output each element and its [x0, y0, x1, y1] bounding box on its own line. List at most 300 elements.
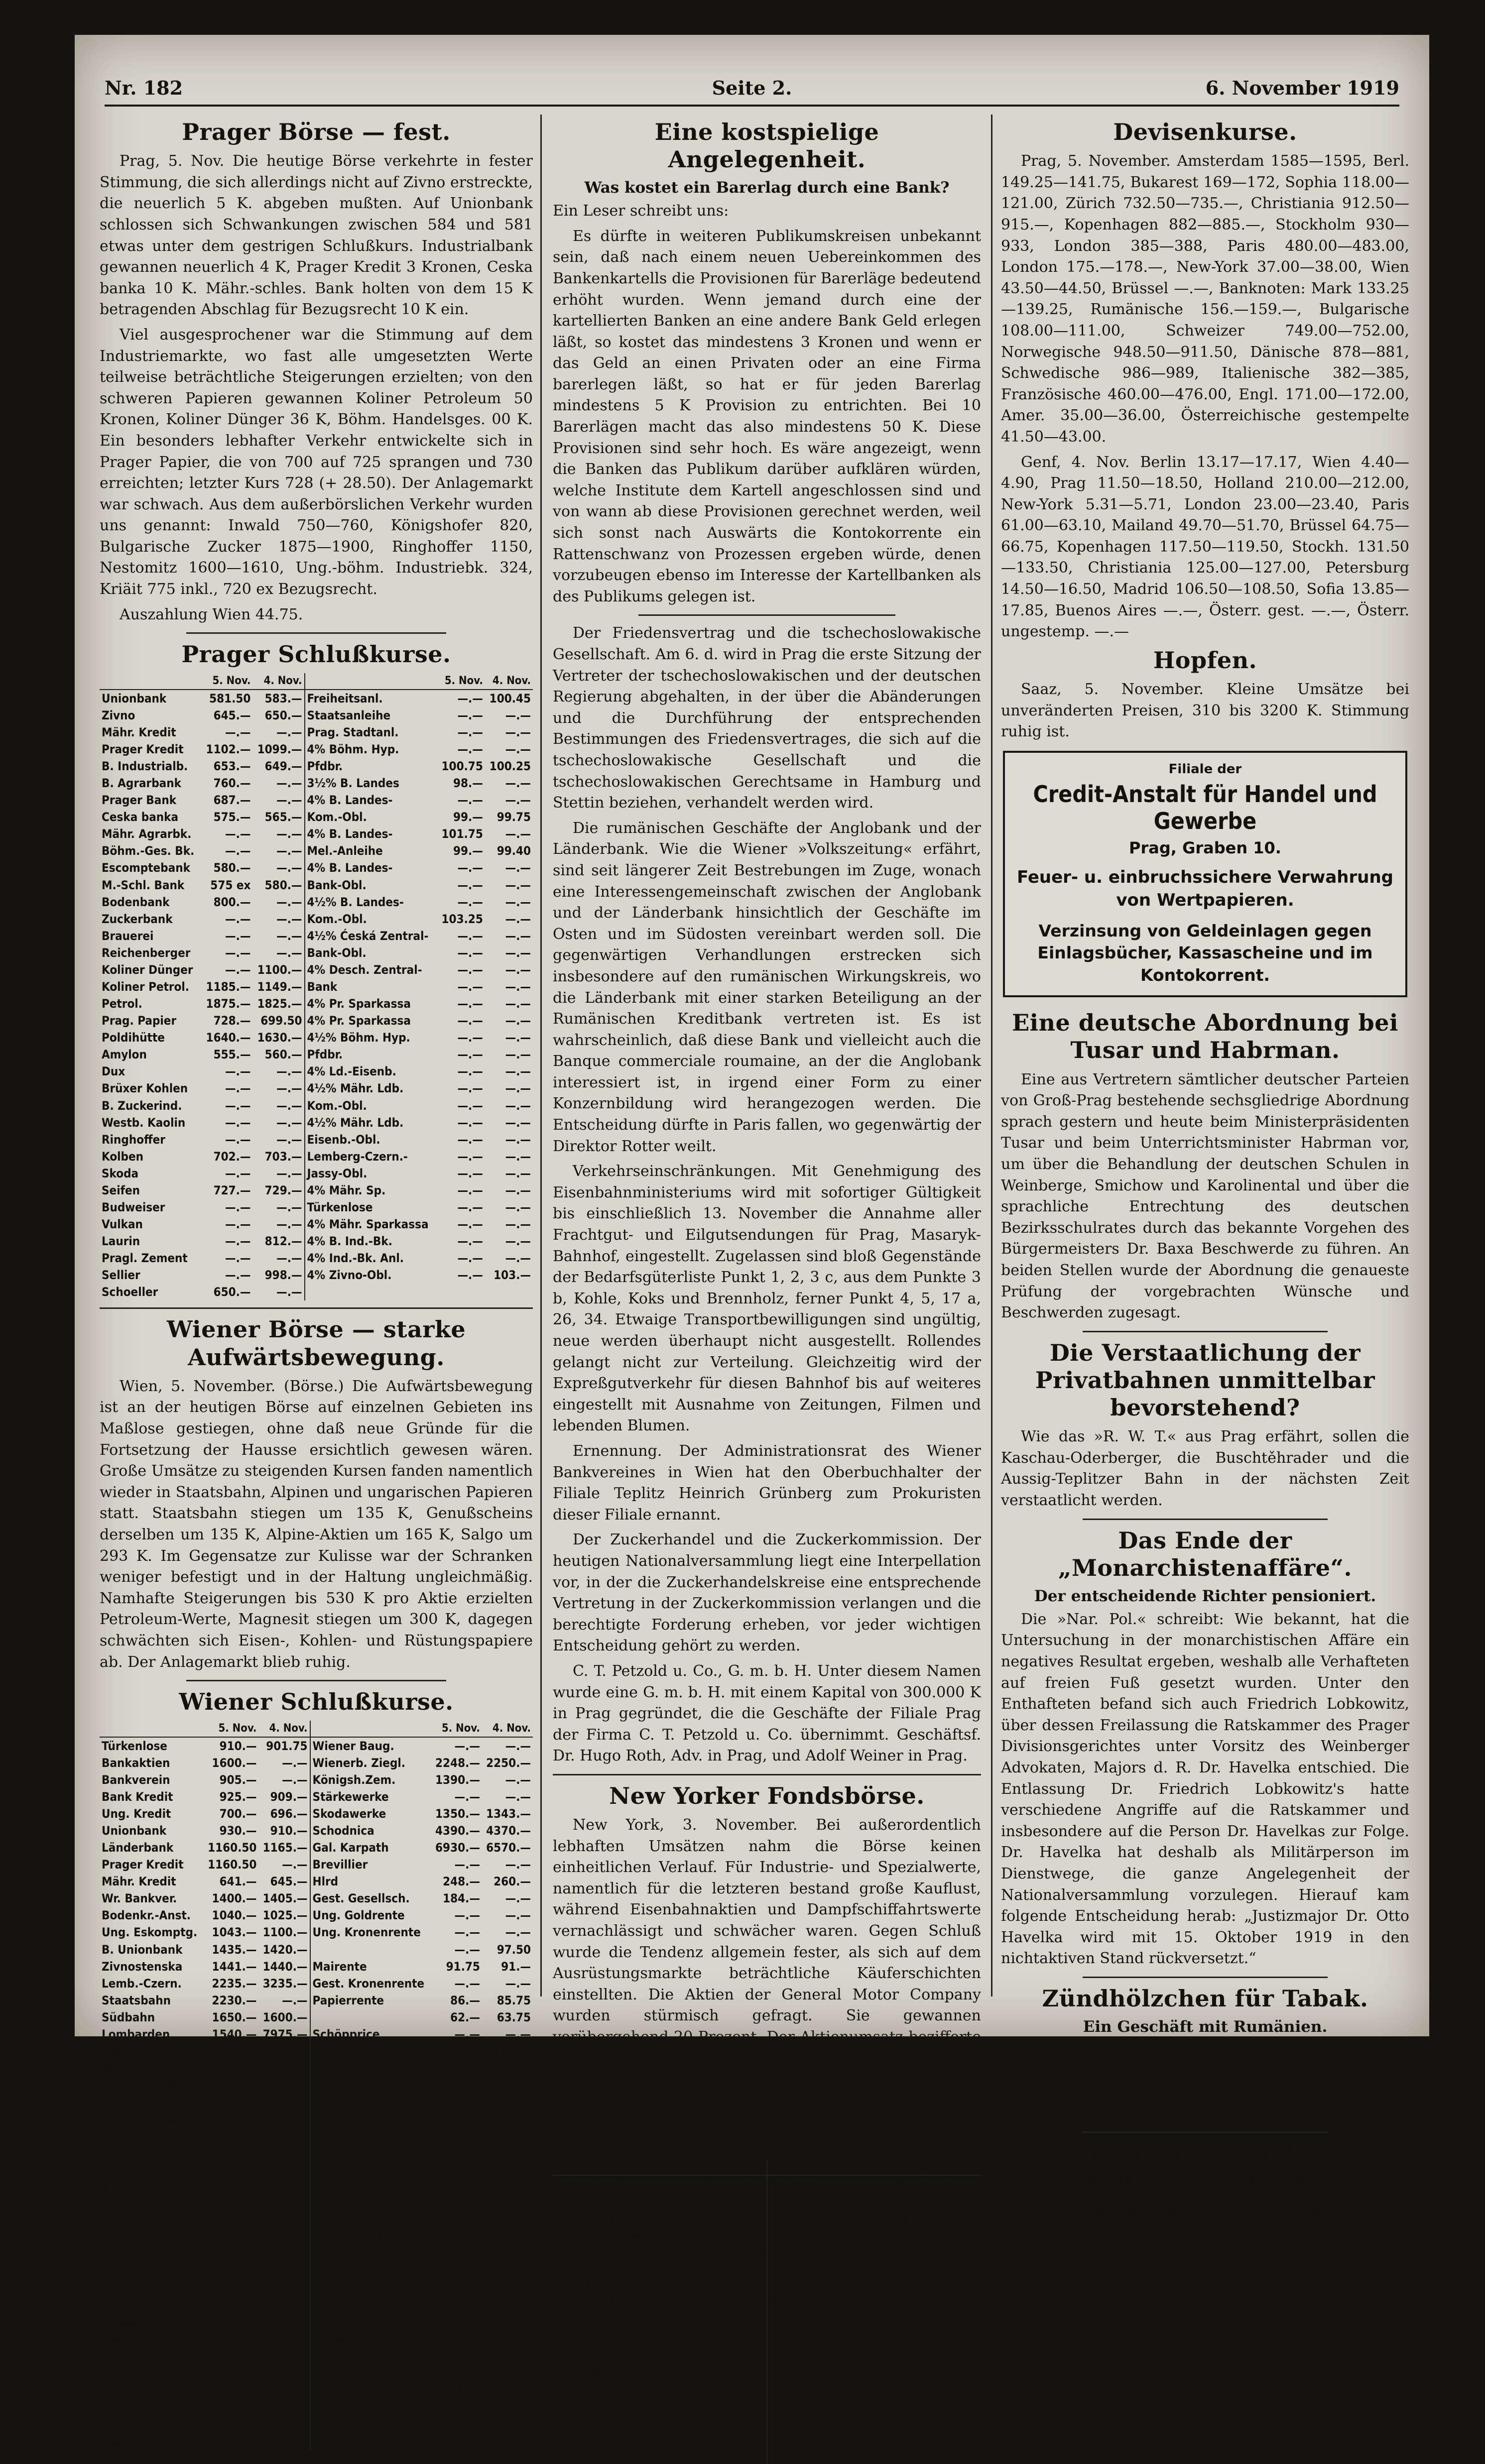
table-cell: Berlin (Sicht): [555, 2177, 635, 2191]
table-cell: Studebaker: [767, 2362, 881, 2379]
table-cell: 4.17: [693, 2245, 720, 2259]
table-cell: —.—: [505, 725, 531, 739]
table-cell: 29.25: [895, 2262, 929, 2276]
table-cell: Skoda: [102, 1166, 139, 1180]
article-body: New York, 3. November. Bei außerordentlich lebhaften Umsätzen nahm die Börse keinen einheitlichen Verlauf. Für Industrie- und Spezialwerte, namentlich für die letzteren bestand große Kauflust, während Eisenbahnaktien und Dampfschiffahrtswerte vernachlässigt und schwächer waren. Gegen Schluß wurde die Tendenz allgemein fester, als sich auf dem Ausrüstungsmarkte beträchtliche Käuferschichten einstellten. Die Aktien der General Motor Company wurden stürmisch gefragt. Sie gewannen vorübergehend 20 Prozent. Der Aktienumsatz bezifferte sich auf 1,770.000 Stück. Der September-Ausweis der Missouri-Kansas- und Texasbahn verzeichnet ein Plus der Bruttoeinnahmen von 730.000 Dollars, dagegen ein Minus der Reineinnahmen von 208.000 Dollars.: [553, 1816, 981, 2131]
table-row: [100, 1233, 533, 1250]
table-cell: —.—: [282, 2333, 308, 2347]
table-cell: —.—: [739, 2415, 765, 2429]
table-cell: —.—: [225, 929, 251, 943]
table-cell: 1165.—: [262, 1841, 308, 1855]
table-cell: 800.—: [213, 895, 251, 909]
table-cell: [100, 1721, 204, 1737]
table-cell: —.—: [276, 1251, 302, 1266]
table-cell: —.—: [505, 1048, 531, 1062]
table-cell: Hlrd: [310, 1873, 431, 1890]
table-cell: —.—: [225, 912, 251, 926]
divider: [1083, 1331, 1328, 1332]
table-cell: Schoeller: [102, 2282, 158, 2296]
table-cell: Skodawerke: [310, 1805, 431, 1822]
table-cell: Am. Smelting: [767, 2295, 881, 2312]
table-cell: 995.—: [443, 2299, 480, 2313]
table-cell: Kom.-Obl.: [305, 1097, 437, 1114]
column-middle: [553, 115, 981, 2463]
table-cell: 5. Nov.: [437, 673, 485, 689]
table-cell: Miss. Kans. Tex.: [555, 2397, 651, 2412]
table-row: [100, 2094, 533, 2111]
table-row: [553, 2447, 981, 2464]
table-cell: —.—: [282, 2230, 308, 2245]
table-cell: Poldihütte: [102, 2299, 165, 2313]
table-cell: Schöpprice: [310, 2026, 431, 2043]
table-cell: 6930.—: [435, 1841, 480, 1855]
table-cell: —.—: [505, 1031, 531, 1045]
table-cell: 4.15: [738, 2228, 765, 2242]
table-cell: Bankverein: [102, 1772, 170, 1787]
table-cell: —.—: [276, 1132, 302, 1147]
table-cell: B. Industrialb.: [102, 759, 188, 773]
table-cell: 100.25: [887, 2347, 929, 2361]
table-cell: Brüxer Kohlen: [102, 1081, 188, 1096]
table-cell: 4% Mähr. Sparkassa: [305, 1216, 437, 1233]
table-row: [100, 724, 533, 741]
table-cell: 4% Ld.-Eisenb.: [305, 1063, 437, 1080]
table-cell: Bank: [305, 978, 437, 995]
table-row: [100, 2026, 533, 2043]
table-row: [100, 2196, 533, 2213]
table-cell: 4½% Mähr. Ldb.: [305, 1114, 437, 1131]
table-cell: —.—: [457, 1217, 483, 1232]
table-header-row: [100, 673, 533, 689]
table-cell: —.—: [505, 980, 531, 994]
table-cell: 1358.—: [486, 2383, 531, 2398]
table-row: [100, 1029, 533, 1046]
table-cell: 3130.—: [262, 2247, 308, 2262]
article-body: Wien, 5. November. (Börse.) Die Aufwärtsbewegung ist an der heutigen Börse auf einzelnen Gebieten ins Maßlose gestiegen, ohne daß neue Gründe für die Fortsetzung der Hausse ersichtlich gewesen wären. Große Umsätze zu steigenden Kursen fanden namentlich wieder in Staatsbahn, Alpinen und ungarischen Papieren statt. Staatsbahn stiegen um 135 K, Genußscheins derselben um 135 K, Alpine-Aktien um 165 K, Salgo um 293 K. Im Gegensatze zur Kulisse war der Schranken weniger befestigt und in der Haltung ungleichmäßig. Namhafte Steigerungen bis 530 K pro Aktie erzielten Petroleum-Werte, Magnesit stiegen um 300 K, dagegen schwächten sich Eisen-, Kohlen- und Rüstungspapiere ab. Der Anlagemarkt blieb ruhig.: [100, 1377, 533, 1671]
table-cell: —.—: [276, 1081, 302, 1096]
table-cell: 2185.—: [435, 2230, 480, 2245]
table-cell: Zivnostenska: [102, 1959, 183, 1974]
table-cell: 248.—: [443, 1875, 480, 1889]
table-cell: 580.—: [213, 861, 251, 875]
table-cell: 4% Ind.-Bk. Anl.: [305, 1250, 437, 1267]
table-cell: —.—: [454, 2027, 480, 2041]
column-rule: [540, 115, 542, 1996]
table-cell: —.—: [505, 912, 531, 926]
table-cell: 1801.—: [435, 2044, 480, 2058]
table-cell: Türkenlose: [305, 1199, 437, 1216]
table-cell: Tabakaktien: [102, 2230, 175, 2245]
table-cell: —.—: [739, 2380, 765, 2395]
table-cell: 3630.—: [262, 2197, 308, 2211]
table-cell: 3.—: [742, 2177, 765, 2191]
article-subtitle: Was kostet ein Barerlag durch eine Bank?: [584, 179, 950, 197]
table-cell: —.—: [457, 1014, 483, 1028]
article-body: Es dürfte in weiteren Publikumskreisen unbekannt sein, daß nach einem neuen Uebereinkommen des Bankenkartells die Provisionen für Barerläge bedeutend erhöht wurden. Wenn jemand durch eine der kartellierten Banken an eine andere Bank Geld erlegen läßt, so kostet das mindestens 3 Kronen und wenn er das Geld an einen Privaten oder an eine Firma barerlegen läßt, so hat er für jeden Barerlag mindestens 5 K Provision zu entrichten. Bei 10 Barerlägen macht das also mindestens 50 K. Diese Provisionen sind sehr hoch. Es wäre angezeigt, wenn die Banken das Publikum darüber aufklären würden, welche Institute dem Kartell angeschlossen sind und von wann ab diese Provisionen gerechnet werden, weil sich sonst nach Auswärts die Kontokorrente ein Rattenschwanz von Prozessen ergeben würde, denen vorzubeugen ebenso im Interesse der Kartellbanken als des Publikums gelegen ist.: [553, 227, 981, 605]
table-cell: —.—: [457, 691, 483, 705]
table-cell: 998.—: [264, 1268, 302, 1283]
table-cell: 83.50: [731, 2363, 765, 2378]
table-cell: —.—: [231, 2230, 257, 2245]
table-cell: B. Zuckerind.: [310, 2060, 431, 2077]
table-cell: —.—: [505, 2349, 531, 2364]
table-cell: 560.—: [264, 1048, 302, 1062]
table-cell: Lit. B: [102, 2129, 133, 2143]
table-row: [553, 2193, 981, 2210]
table-cell: —.—: [505, 827, 531, 841]
table-cell: Vulkan: [102, 1217, 143, 1232]
table-row: [100, 944, 533, 961]
table-cell: —.—: [231, 2061, 257, 2076]
article-title: New Yorker Fondsbörse.: [609, 1782, 925, 1809]
table-cell: Unionbank: [102, 1823, 167, 1838]
table-cell: 1730.—: [486, 2129, 531, 2143]
table-cell: —.—: [282, 2214, 308, 2228]
table-cell: —.—: [225, 1081, 251, 1096]
table-cell: Denver: [555, 2313, 599, 2327]
table-row: [100, 825, 533, 842]
table-cell: Chicag. Milw.: [555, 2296, 635, 2310]
article-title: Prager Börse — fest.: [182, 118, 451, 145]
table-cell: 100.45: [489, 691, 531, 705]
divider: [1083, 1977, 1328, 1978]
table-cell: —.—: [457, 742, 483, 756]
table-cell: 80.25: [945, 2449, 979, 2463]
table-cell: —.—: [505, 2333, 531, 2347]
table-cell: Prager Kredit: [102, 742, 184, 756]
table-cell: —.—: [282, 2061, 308, 2076]
table-cell: 1185.—: [206, 980, 251, 994]
table-cell: 720.—: [443, 2434, 480, 2449]
table-cell: —.—: [225, 1166, 251, 1180]
table-cell: Utah Copper: [767, 2379, 881, 2396]
table-row: [100, 2399, 533, 2416]
table-cell: 1769.—: [262, 2282, 308, 2296]
table-cell: —.—: [225, 1217, 251, 1232]
table-cell: —.—: [505, 2095, 531, 2110]
table-cell: 103.—: [494, 1268, 531, 1283]
table-cell: Bodenkr.-Anst.: [102, 1908, 191, 1923]
table-cell: —.—: [276, 1166, 302, 1180]
table-cell: Merkur: [310, 2246, 431, 2263]
table-cell: Leykam-: [310, 2297, 431, 2314]
table-cell: 3.: [881, 2159, 931, 2175]
table-cell: 86.—: [450, 1993, 480, 2007]
table-cell: 4. Nov.: [258, 1721, 310, 1737]
table-cell: Magnesit: [310, 2162, 431, 2179]
table-cell: 4% Desch. Zentral-: [305, 961, 437, 978]
table-cell: —.—: [457, 1098, 483, 1113]
table-cell: [485, 1284, 533, 1300]
article-body: Wie das »R. W. T.« aus Prag erfährt, sollen die Kaschau-Oderberger, die Buschtěhrader und die Aussig-Teplitzer Bahn in der nächsten Zeit verstaatlicht werden.: [1001, 1428, 1409, 1510]
table-row: [100, 1958, 533, 1975]
table-row: [100, 1907, 533, 1924]
table-cell: 98.37: [945, 2347, 979, 2361]
article-title: Das Ende der „Monarchistenaffäre“.: [1058, 1526, 1352, 1581]
table-cell: —.—: [282, 1993, 308, 2007]
table-cell: 1100.—: [257, 962, 302, 977]
table-cell: —.—: [231, 2333, 257, 2347]
table-cell: —.—: [505, 1132, 531, 1147]
table-cell: 4% B. Landes-: [305, 825, 437, 842]
table-cell: Erie 1st pref.: [555, 2347, 633, 2361]
table-row: [553, 2277, 981, 2294]
table-row: [100, 2382, 533, 2399]
table-cell: Central Leath.: [767, 2346, 881, 2362]
table-row: [553, 2227, 981, 2243]
table-cell: 1600.—: [212, 1756, 257, 1770]
table-cell: 775.—: [443, 2247, 480, 2262]
table-cell: 3.: [676, 2159, 721, 2175]
news-note: Ernennung. Der Administrationsrat des Wiener Bankvereines in Wien hat den Oberbuchhalter der Filiale Teplitz Heinrich Grünberg zum Prokuristen dieser Filiale ernannt.: [553, 1442, 981, 1524]
article-body: Genf, 4. Nov. Berlin 13.17—17.17, Wien 4.40—4.90, Prag 11.50—18.50, Holland 210.00—212.00, New-York 5.31—5.71, London 23.00—23.40, Paris 61.00—63.10, Mailand 49.70—51.70, Brüssel 64.75—66.75, Kopenhagen 117.50—119.50, Stockh. 131.50—133.50, Christiania 125.00—127.00, Petersburg 14.50—16.50, Madrid 106.50—108.50, Sofia 13.85—17.85, Buenos Aires —.—, Österr. gest. —.—, Österr. ungestemp. —.—: [1001, 453, 1409, 641]
table-cell: [100, 673, 201, 689]
table-cell: 1810.—: [486, 2044, 531, 2058]
table-cell: 153.—: [942, 2296, 979, 2310]
table-cell: 123.—: [891, 2228, 929, 2242]
quote-table: [553, 2159, 981, 2464]
table-cell: —.—: [903, 2363, 929, 2378]
table-row: [100, 961, 533, 978]
table-cell: —.—: [505, 878, 531, 892]
table-cell: —.—: [282, 2349, 308, 2364]
table-cell: 4% Mähr. Sp.: [305, 1182, 437, 1199]
table-cell: 910.—: [270, 1823, 308, 1838]
table-cell: —.—: [225, 962, 251, 977]
column-right: [1001, 115, 1409, 2390]
table-cell: B. Agrarbank: [102, 776, 181, 791]
table-cell: —.—: [457, 1200, 483, 1215]
table-cell: 100.25: [489, 759, 531, 773]
table-cell: Eriebahn: [555, 2330, 609, 2344]
table-cell: 260.—: [494, 1875, 531, 1889]
table-cell: —.—: [505, 997, 531, 1011]
table-cell: —.—: [282, 2146, 308, 2160]
table-cell: 9.50: [693, 2313, 720, 2327]
table-cell: 5. Nov.: [201, 673, 252, 689]
quote-table: [100, 673, 533, 1300]
table-cell: 4. Nov.: [482, 1721, 533, 1737]
table-cell: Gailes: [310, 2144, 431, 2161]
table-cell: [305, 1284, 437, 1300]
table-cell: 2460.—: [435, 2265, 480, 2279]
table-cell: Poldihütte: [102, 1031, 165, 1045]
table-cell: 2650.—: [486, 2230, 531, 2245]
table-cell: —.—: [282, 1858, 308, 1872]
table-cell: —.—: [282, 2163, 308, 2177]
table-cell: 6500.—: [212, 2434, 257, 2449]
table-row: [100, 2009, 533, 2026]
divider: [638, 614, 895, 616]
table-cell: —.—: [505, 776, 531, 791]
table-cell: 4. Nov.: [252, 673, 304, 689]
table-cell: 729.—: [264, 1183, 302, 1197]
article-body: Prag, 5. November. Amsterdam 1585—1595, Berl. 149.25—141.75, Bukarest 169—172, Sophia 118.00—121.00, Zürich 732.50—735.—, Christiania 912.50—915.—, Kopenhagen 882—885.—, Stockholm 930—933, London 385—388, Paris 480.00—483.00, London 175.—178.—, New-York 37.00—38.00, Wien 43.50—44.50, Brüssel —.—, Banknoten: Mark 133.25—139.25, Rumänische 156.—159.—, Bulgarische 108.00—111.00, Schweizer 749.00—752.00, Norwegische 948.50—911.50, Dänische 878—881, Schwedische 986—989, Italienische 382—385, Französische 460.00—476.00, Engl. 171.00—172.00, Amer. 35.00—36.00, Österreichische gestempelte 41.50—43.00.: [1001, 152, 1409, 446]
table-row: [100, 1216, 533, 1233]
table-cell: —.—: [276, 1115, 302, 1130]
table-cell: Mähr. Kredit: [102, 725, 176, 739]
table-cell: 67.37: [895, 2313, 929, 2327]
table-cell: 8.74: [738, 2194, 765, 2209]
table-cell: 2210.—: [486, 2265, 531, 2279]
table-cell: Sellier: [102, 1268, 140, 1283]
table-cell: Staatsbahn: [102, 1993, 171, 2007]
table-cell: —.—: [282, 2129, 308, 2143]
table-row: [100, 2280, 533, 2297]
table-cell: 3080.—: [212, 2247, 257, 2262]
article-title: Die Verstaatlichung der Privatbahnen unmittelbar bevorstehend?: [1035, 1339, 1375, 1421]
table-cell: Gasdz: [102, 2349, 138, 2364]
table-cell: 1100.—: [262, 1925, 308, 1940]
table-row: [553, 2346, 981, 2362]
table-row: [100, 2144, 533, 2161]
table-cell: 103.25: [441, 912, 483, 926]
table-row: [553, 2312, 981, 2329]
table-cell: 85.75: [496, 1993, 531, 2007]
table-cell: —.—: [454, 2366, 480, 2381]
table-cell: Ringhoffer: [102, 1132, 165, 1147]
table-cell: 4550.—: [212, 2316, 257, 2330]
table-cell: Lit. A: [102, 2095, 133, 2110]
table-row: [100, 1924, 533, 1941]
table-cell: —.—: [276, 895, 302, 909]
table-cell: Königsh.Zem.: [310, 1771, 431, 1788]
table-cell: 4% B. Ind.-Bk.: [305, 1233, 437, 1250]
table-cell: 108.—: [942, 2330, 979, 2344]
table-cell: —.—: [457, 895, 483, 909]
table-cell: 1800.—: [486, 2146, 531, 2160]
article-body: Prag, 5. Nov. Die heutige Börse verkehrte in fester Stimmung, die sich allerdings nicht auf Zivno erstreckte, die neuerlich 5 K. abgeben mußten. Auf Unionbank schlossen sich Schwankungen zwischen 584 und 581 etwas unter dem gestrigen Schlußkurs. Industrialbank gewannen neuerlich 4 K, Prager Kredit 3 Kronen, Ceska banka 10 K. Mähr.-schles. Bank holten von dem 15 K betragenden Abschlag für Bezugsrecht 10 K ein.: [100, 152, 533, 319]
table-cell: 42.75: [685, 2449, 720, 2463]
table-cell: —.—: [454, 2417, 480, 2432]
table-cell: —.—: [739, 2397, 765, 2412]
table-row: [100, 1131, 533, 1148]
table-cell: 1099.—: [257, 742, 302, 756]
table-cell: 3235.—: [262, 1976, 308, 1991]
table-cell: —.—: [231, 2146, 257, 2160]
table-cell: —.—: [505, 1925, 531, 1940]
table-row: [100, 877, 533, 894]
table-cell: 1043.—: [212, 1925, 257, 1940]
table-row: [100, 1046, 533, 1063]
table-cell: —.—: [457, 1149, 483, 1164]
table-cell: 702.—: [213, 1149, 251, 1164]
table-row: [100, 741, 533, 758]
table-cell: —.—: [225, 844, 251, 858]
table-cell: 4% Böhm. Hyp.: [305, 741, 437, 758]
table-cell: 2520.—: [212, 2214, 257, 2228]
table-cell: Union Pac.: [767, 2227, 881, 2243]
table-cell: 583.—: [264, 691, 302, 705]
table-cell: —.—: [282, 1772, 308, 1787]
table-cell: 925.—: [219, 1789, 257, 1804]
news-note: Der Friedensvertrag und die tschechoslowakische Gesellschaft. Am 6. d. wird in Prag die erste Sitzung der Vertreter der tschechoslowakischen und der deutschen Regierung abgehalten, in der über die Abänderungen und die Durchführung der entsprechenden Bestimmungen des Friedensvertrages, die sich auf die tschechoslowakische Gesellschaft und die tschechoslowakischen Gerechtsame in Hamburg und Stettin beziehen, verhandelt werden wird.: [553, 624, 981, 812]
table-cell: 1160.50: [208, 1841, 257, 1855]
table-cell: 2230.—: [212, 1993, 257, 2007]
table-cell: 8.83: [693, 2194, 720, 2209]
table-cell: —.—: [276, 912, 302, 926]
table-row: [100, 1080, 533, 1097]
table-cell: —.—: [231, 2078, 257, 2093]
table-cell: —.—: [454, 2349, 480, 2364]
table-cell: 653.—: [213, 759, 251, 773]
table-cell: 1540.—: [262, 2299, 308, 2313]
table-cell: —.—: [505, 1217, 531, 1232]
table-row: [100, 1839, 533, 1856]
column-rule: [991, 115, 992, 1996]
table-cell: Türkenlose: [102, 1739, 167, 1753]
table-cell: —.—: [505, 1739, 531, 1753]
table-cell: —.—: [505, 1064, 531, 1079]
table-cell: Prager Eisen: [102, 2316, 179, 2330]
table-cell: Lemberg-Czern.-: [305, 1148, 437, 1165]
table-cell: Lloyd: [102, 2214, 134, 2228]
table-cell: [553, 2159, 676, 2175]
divider: [553, 1774, 981, 1775]
table-cell: 80.75: [945, 2177, 979, 2191]
table-cell: 57.25: [731, 2279, 765, 2293]
table-cell: —.—: [457, 1166, 483, 1180]
article-title: Wiener Börse — starke Aufwärtsbewegung.: [166, 1316, 466, 1371]
table-cell: 27.12: [945, 2194, 979, 2209]
table-cell: 800.—: [219, 2044, 257, 2058]
table-cell: —.—: [505, 2197, 531, 2211]
table-cell: Gest. Kronenrente: [310, 1975, 431, 1992]
table-cell: —.—: [457, 1064, 483, 1079]
table-cell: Austria: [310, 2127, 431, 2144]
table-cell: Prager Bank: [102, 793, 177, 808]
table-row: [100, 1182, 533, 1199]
table-cell: 146.—: [727, 2262, 765, 2276]
divider: [1083, 2131, 1328, 2133]
table-cell: Petrol.: [102, 997, 142, 1011]
table-cell: Nordb. Kohlen: [102, 2400, 189, 2415]
table-cell: Gal. Karpath: [310, 1839, 431, 1856]
table-cell: 4½% Mähr. Ldb.: [305, 1080, 437, 1097]
article-body: Die »Nar. Pol.« schreibt: Wie bekannt, hat die Untersuchung in der monarchistischen Affäre ein negatives Resultat ergeben, weshalb alle Verhafteten auf freien Fuß gesetzt wurden. Unter den Enthafteten befand sich auch Friedrich Lobkowitz, über dessen Freilassung die Ratskammer des Prager Divisionsgerichtes unter Vorsitz des Weinberger Advokaten, Majors d. R. Dr. Havelka entschied. Die Entlassung Dr. Friedrich Lobkowitz's hatte verschiedene Angriffe auf die Ratskammer und insbesondere auf die Person Dr. Havelkas zur Folge. Dr. Havelka hat deshalb als Militärperson im Dienstwege, die ganze Angelegenheit der Nationalversammlung vorzulegen. Hierauf kam folgende Entscheidung herab: „Justizmajor Dr. Otto Havelka wird mit 15. Oktober 1919 in den nichtaktiven Stand rückversetzt.“: [1001, 1610, 1409, 1968]
table-cell: Buschtěhrader: [102, 2112, 191, 2126]
table-row: [100, 1856, 533, 1873]
table-cell: Southr. Pacif.: [767, 2210, 881, 2227]
table-cell: 1545.—: [212, 2299, 257, 2313]
table-cell: 565.—: [264, 810, 302, 824]
table-cell: —.—: [231, 2366, 257, 2381]
table-cell: Lombarden: [102, 2027, 170, 2041]
table-cell: Depositenbank: [310, 2263, 431, 2280]
article-body: Eine aus Vertretern sämtlicher deutscher Parteien von Groß-Prag bestehende sechsgliedrige Abordnung sprach gestern und heute beim Ministerpräsidenten Tusar und beim Unterrichtsminister Habrman vor, um über die Behandlung der deutschen Schulen in Weinberge, Smichow und Karolinental und über die sprachliche Entrechtung des deutschen Bezirksschulrates durch das bekannte Vorgehen des Bürgermeisters Dr. Baxa Beschwerde zu führen. An beiden Stellen wurde der Abordnung die genaueste Prüfung der vorgebrachten Wünsche und Beschwerden zugesagt.: [1001, 1070, 1409, 1322]
table-cell: 1330.—: [212, 2265, 257, 2279]
table-cell: —.—: [505, 1908, 531, 1923]
table-row: [553, 2210, 981, 2227]
table-cell: —.—: [282, 2417, 308, 2432]
table-cell: Ceska banka: [102, 810, 179, 824]
article-title: Zündhölzchen für Tabak.: [1042, 1985, 1368, 2012]
table-cell: 154.37: [887, 2296, 929, 2310]
table-cell: Halske: [310, 2416, 431, 2433]
table-cell: —.—: [505, 1858, 531, 1872]
table-cell: —.—: [505, 2112, 531, 2126]
table-cell: Nordbahn: [102, 2061, 161, 2076]
table-cell: 909.—: [270, 1789, 308, 1804]
table-cell: —.—: [276, 1200, 302, 1215]
table-cell: —.—: [454, 2316, 480, 2330]
table-cell: 108.37: [887, 2211, 929, 2226]
table-cell: Rima: [310, 2111, 431, 2127]
table-cell: —.—: [505, 962, 531, 977]
table-cell: 83.12: [895, 2449, 929, 2463]
table-row: [553, 2175, 981, 2193]
table-cell: 1630.—: [257, 1031, 302, 1045]
